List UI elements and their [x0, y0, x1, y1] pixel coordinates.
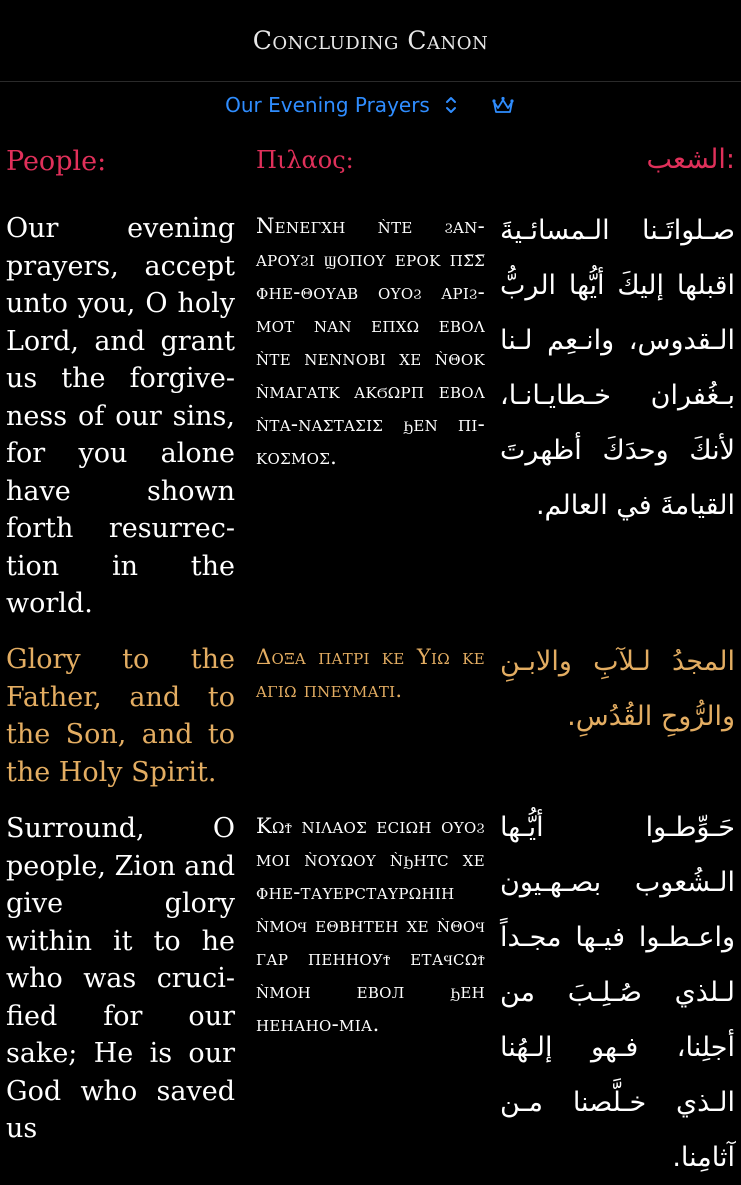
coptic-text-block-1: Νενεγχη ǹτε ϩαν-αρουϩι ϣοπου ερoκ πσ̅ς̅ φηε-θουαβ ουοϩ αριϩ-μοτ ναν επχω εβολ ǹτε νεννοβι χε ǹθοκ ǹμαγατκ ακϭωρπ εβολ ǹτα-ναστασις ϧεν πι-κοσμος. [256, 214, 485, 469]
speaker-label-arabic: :الشعب [646, 144, 735, 175]
english-text-block-3: Surround, O people, Zion and give glory within it to he who was cruci-fied for our sake; He is our God who saved us [6, 813, 235, 1144]
english-text-block-2: Glory to the Father, and to the Son, and to the Holy Spirit. [6, 644, 235, 788]
arabic-text-block-2: المجدُ لـلآبِ والابـنِ والرُّوحِ القُدُسِ. [500, 646, 735, 732]
coptic-text-block-3: Κωϯ νιλαος εсιωн ουοϩ μοι ǹουωου ǹϧнтс χε φнε-таυεрстаυрωнιн ǹμοϥ εθвнтεн χε ǹθοϥ гар пεнноуϯ εтаϥсωϯ ǹмон εвол ϧεн нεнано-міа. [256, 814, 485, 1036]
prayer-selector[interactable]: Our Evening Prayers [225, 93, 430, 117]
speaker-label-english: People: [6, 146, 107, 177]
top-bar [0, 0, 741, 82]
arabic-text-block-1: صـلواتَـنا الـمسائـيةَ اقبلها إليكَ أيُّها الربُّ الـقدوس، وانـعِم لـنا بـغُفران خـطايـانـا، لأنكَ وحدَكَ أظهرتَ القيامةَ في العالم. [500, 215, 735, 521]
prayer-selector-bar [0, 82, 741, 128]
speaker-label-coptic: Πιλαος: [256, 146, 354, 174]
arabic-text-block-3: حَـوِّطـوا أيُّـها الـشُعوب بصـهـيون واعـطـوا فيـها مجـداً لـلذي صُـلِـبَ من أجلِنا، فـهو إلـهُنا الـذي خـلَّصنا مـن آثامِنا. [500, 812, 735, 1173]
coptic-text-block-2: Δοξα πατρι κε Υιω κε αγιω πνευματι. [256, 645, 485, 702]
crown-icon[interactable] [490, 94, 516, 116]
chevron-up-down-icon[interactable] [444, 94, 458, 116]
english-text-block-1: Our evening prayers, accept unto you, O holy Lord, and grant us the forgive-ness of our sins, for you alone have shown forth resurrec-tion in the world. [6, 213, 235, 619]
page-title: Concluding Canon [252, 26, 489, 55]
